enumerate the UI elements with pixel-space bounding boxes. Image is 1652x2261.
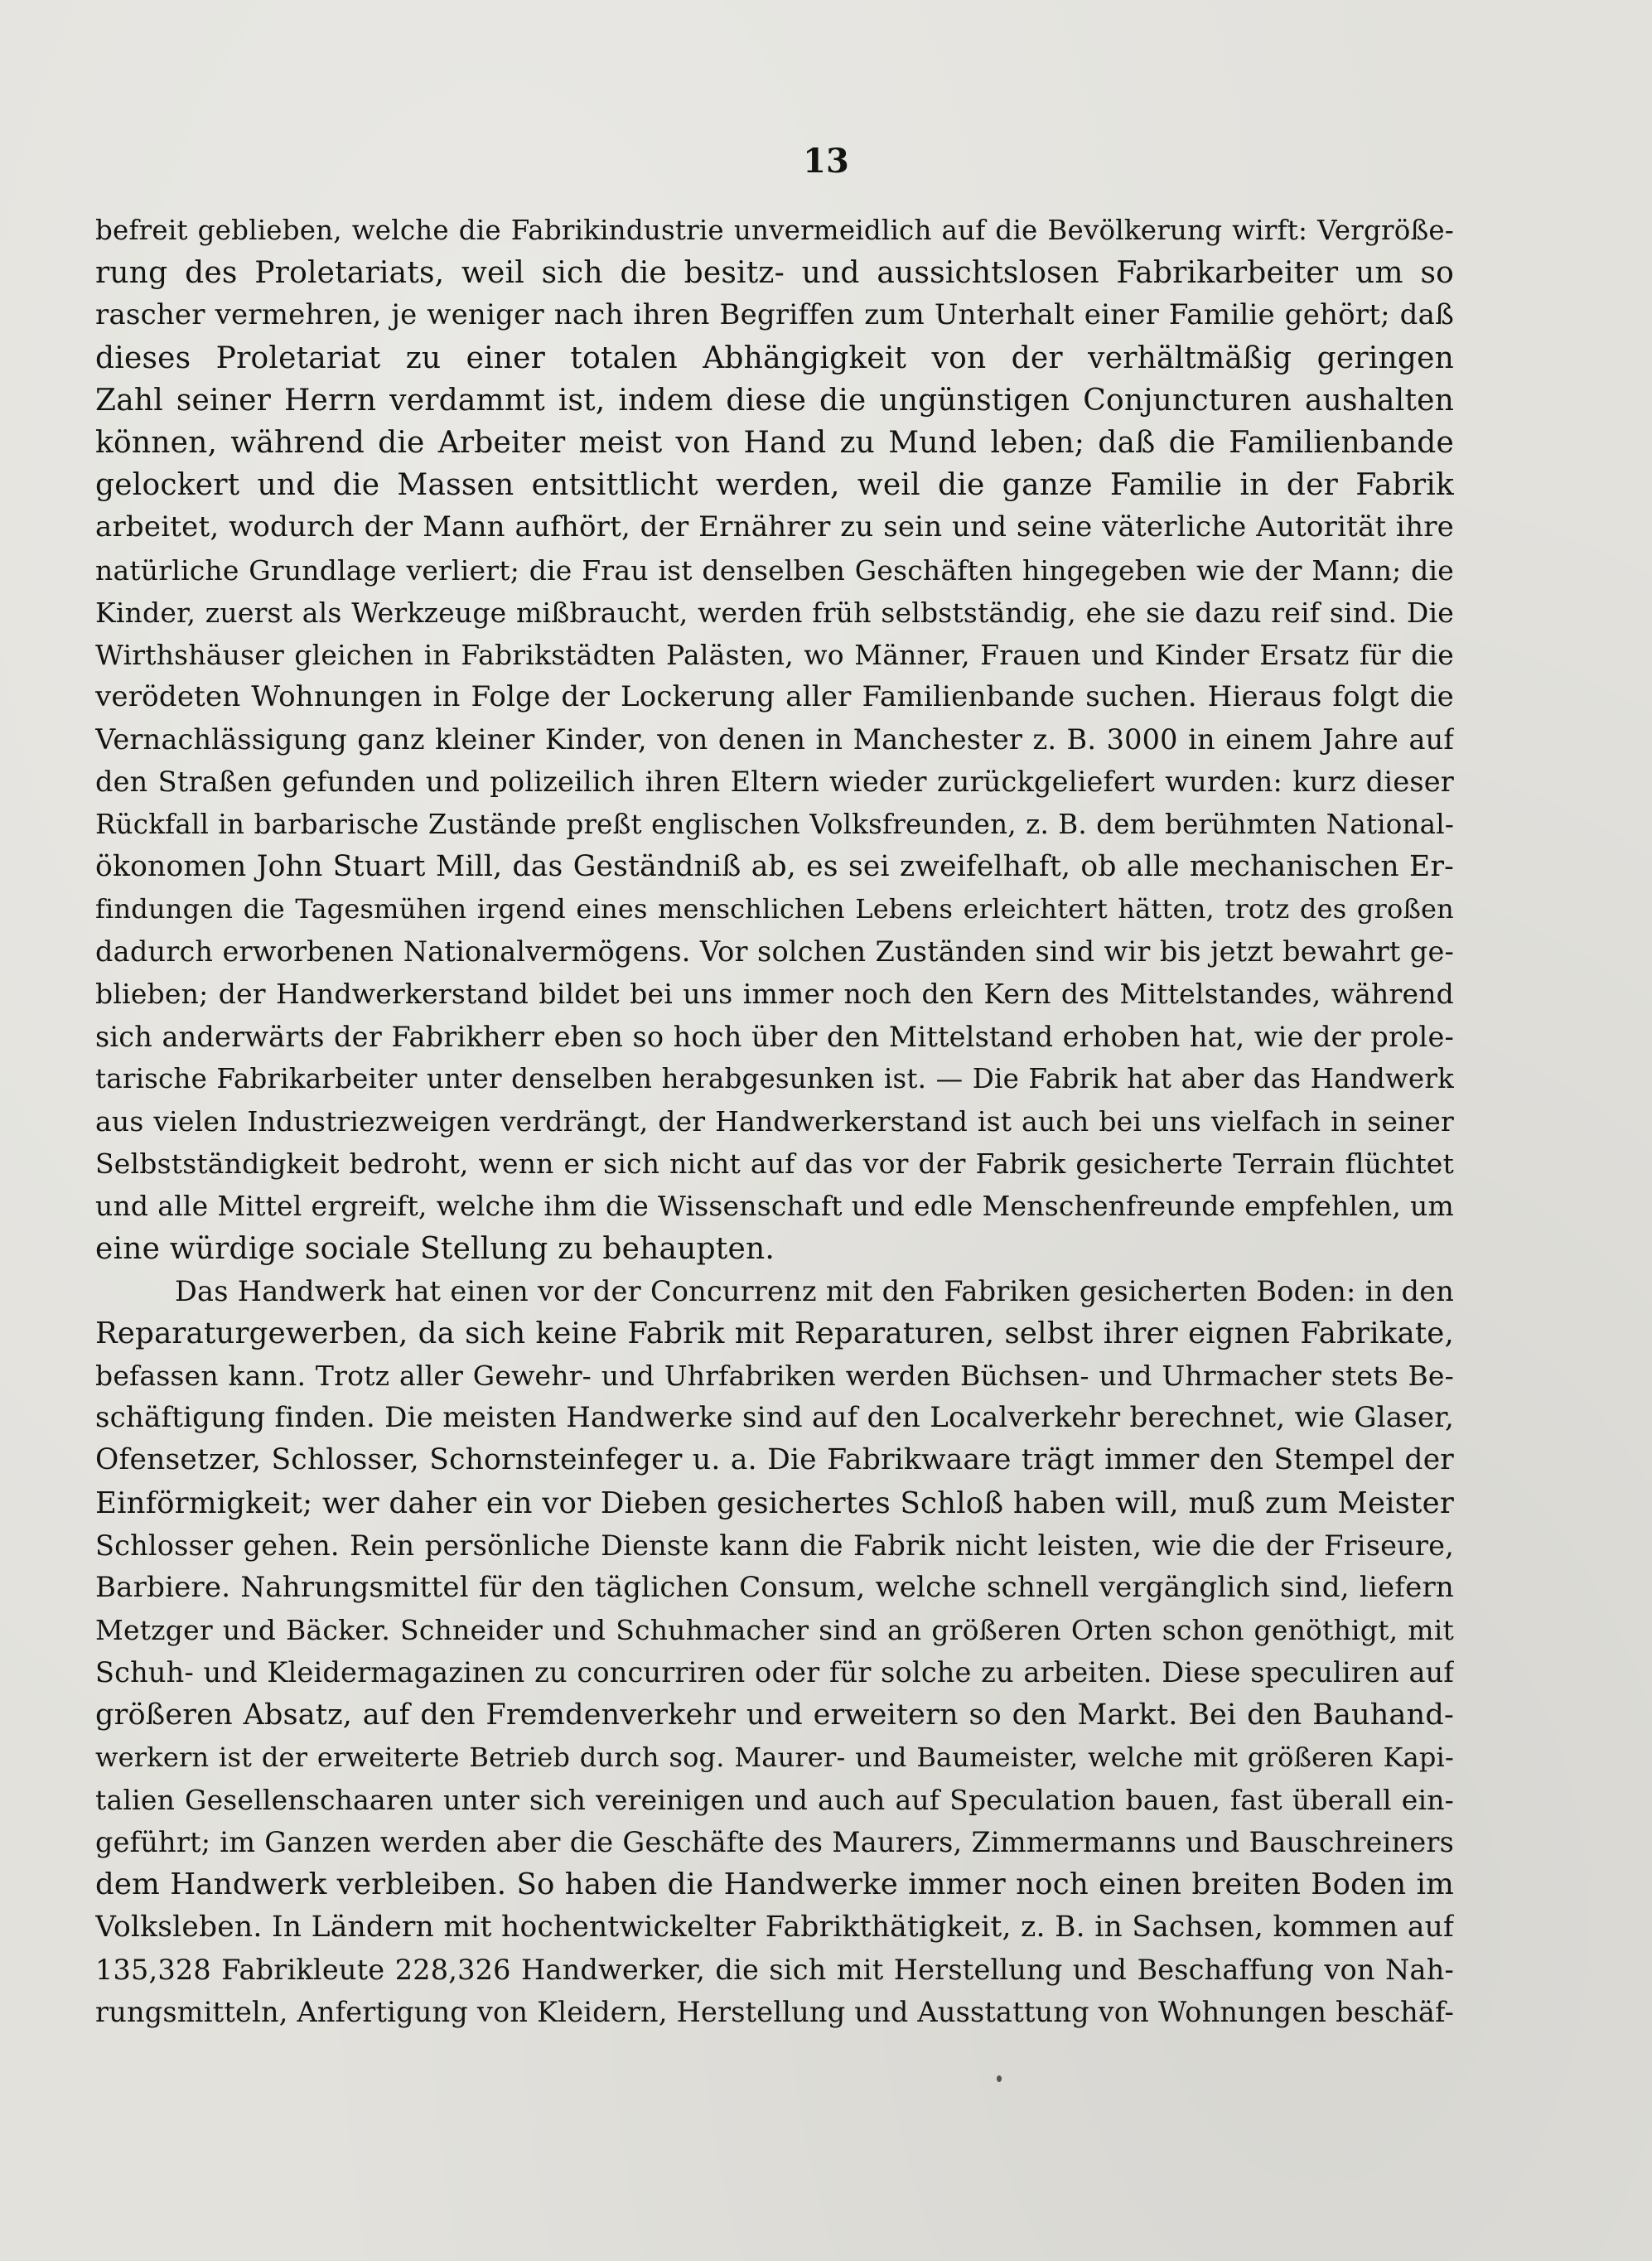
text-line: rung des Proletariats, weil sich die besitz- und aussichtslosen Fabrikarbeiter um so	[95, 256, 1454, 291]
text-line: Ofensetzer, Schlosser, Schornsteinfeger u. a. Die Fabrikwaare trägt immer den Stempel der	[95, 1443, 1454, 1477]
text-line: Schuh- und Kleidermagazinen zu concurriren oder für solche zu arbeiten. Diese speculiren auf	[95, 1656, 1454, 1689]
text-line: findungen die Tagesmühen irgend eines menschlichen Lebens erleichtert hätten, trotz des großen	[95, 893, 1454, 925]
text-line: arbeitet, wodurch der Mann aufhört, der Ernährer zu sein und seine väterliche Autorität ihre	[95, 510, 1454, 544]
text-line: rascher vermehren, je weniger nach ihren Begriffen zum Unterhalt einer Familie gehört; daß	[95, 298, 1454, 332]
text-line: Schlosser gehen. Rein persönliche Dienste kann die Fabrik nicht leisten, wie die der Friseure,	[95, 1529, 1454, 1562]
text-line: Rückfall in barbarische Zustände preßt englischen Volksfreunden, z. B. dem berühmten National-	[95, 808, 1454, 840]
text-line: befreit geblieben, welche die Fabrikindustrie unvermeidlich auf die Bevölkerung wirft: Vergröße-	[95, 215, 1454, 246]
text-line: geführt; im Ganzen werden aber die Geschäfte des Maurers, Zimmermanns und Bauschreiners	[95, 1826, 1454, 1859]
text-line: Einförmigkeit; wer daher ein vor Dieben gesichertes Schloß haben will, muß zum Meister	[95, 1486, 1454, 1520]
text-line: den Straßen gefunden und polizeilich ihren Eltern wieder zurückgeliefert wurden: kurz dieser	[95, 766, 1454, 799]
text-line: Volksleben. In Ländern mit hochentwickelter Fabrikthätigkeit, z. B. in Sachsen, kommen auf	[95, 1910, 1454, 1944]
text-line: und alle Mittel ergreift, welche ihm die Wissenschaft und edle Menschenfreunde empfehlen, um	[95, 1190, 1454, 1223]
text-line: können, während die Arbeiter meist von Hand zu Mund leben; daß die Familienbande	[95, 425, 1454, 460]
text-line: dadurch erworbenen Nationalvermögens. Vor solchen Zuständen sind wir bis jetzt bewahrt ge-	[95, 935, 1454, 969]
text-line: Kinder, zuerst als Werkzeuge mißbraucht, werden früh selbstständig, ehe sie dazu reif sind. Die	[95, 596, 1454, 629]
paragraph-start-line: Das Handwerk hat einen vor der Concurrenz mit den Fabriken gesicherten Boden: in den	[175, 1274, 1454, 1307]
text-line: Vernachlässigung ganz kleiner Kinder, von denen in Manchester z. B. 3000 in einem Jahre auf	[95, 723, 1454, 756]
text-line: dem Handwerk verbleiben. So haben die Handwerke immer noch einen breiten Boden im	[95, 1867, 1454, 1902]
text-line: befassen kann. Trotz aller Gewehr- und Uhrfabriken werden Büchsen- und Uhrmacher stets Be-	[95, 1360, 1454, 1393]
print-speck	[997, 2075, 1002, 2082]
text-line: Wirthshäuser gleichen in Fabrikstädten Palästen, wo Männer, Frauen und Kinder Ersatz für die	[95, 638, 1454, 671]
text-line: Selbstständigkeit bedroht, wenn er sich nicht auf das vor der Fabrik gesicherte Terrain flüchtet	[95, 1147, 1454, 1181]
text-line: rungsmitteln, Anfertigung von Kleidern, Herstellung und Ausstattung von Wohnungen beschäf-	[95, 1995, 1454, 2028]
text-line: Barbiere. Nahrungsmittel für den täglichen Consum, welche schnell vergänglich sind, liefern	[95, 1571, 1454, 1604]
text-line: blieben; der Handwerkerstand bildet bei uns immer noch den Kern des Mittelstandes, während	[95, 978, 1454, 1011]
text-line: talien Gesellenschaaren unter sich vereinigen und auch auf Speculation bauen, fast überall ein-	[95, 1783, 1454, 1816]
text-line: Reparaturgewerben, da sich keine Fabrik mit Reparaturen, selbst ihrer eignen Fabrikate,	[95, 1316, 1454, 1350]
text-line: Metzger und Bäcker. Schneider und Schuhmacher sind an größeren Orten schon genöthigt, mit	[95, 1614, 1454, 1647]
text-line: größeren Absatz, auf den Fremdenverkehr und erweitern so den Markt. Bei den Bauhand-	[95, 1698, 1454, 1732]
page-number: 13	[803, 142, 849, 181]
text-line: gelockert und die Massen entsittlicht werden, weil die ganze Familie in der Fabrik	[95, 468, 1454, 503]
text-line: sich anderwärts der Fabrikherr eben so hoch über den Mittelstand erhoben hat, wie der prole-	[95, 1020, 1454, 1053]
text-line: schäftigung finden. Die meisten Handwerke sind auf den Localverkehr berechnet, wie Glaser,	[95, 1401, 1454, 1435]
text-line: aus vielen Industriezweigen verdrängt, der Handwerkerstand ist auch bei uns vielfach in seiner	[95, 1104, 1454, 1138]
text-line: ökonomen John Stuart Mill, das Geständniß ab, es sei zweifelhaft, ob alle mechanischen Er-	[95, 849, 1454, 883]
text-line: 135,328 Fabrikleute 228,326 Handwerker, die sich mit Herstellung und Beschaffung von Nah-	[95, 1953, 1454, 1986]
text-line: dieses Proletariat zu einer totalen Abhängigkeit von der verhältmäßig geringen	[95, 341, 1454, 375]
paragraph-end-line: eine würdige sociale Stellung zu behaupten.	[95, 1231, 775, 1266]
text-line: Zahl seiner Herrn verdammt ist, indem diese die ungünstigen Conjuncturen aushalten	[95, 383, 1454, 418]
text-line: natürliche Grundlage verliert; die Frau ist denselben Geschäften hingegeben wie der Mann; die	[95, 553, 1454, 587]
text-line: tarische Fabrikarbeiter unter denselben herabgesunken ist. — Die Fabrik hat aber das Handwerk	[95, 1062, 1454, 1094]
body-text	[95, 210, 1454, 2033]
text-line: werkern ist der erweiterte Betrieb durch sog. Maurer- und Baumeister, welche mit größeren Kapi-	[95, 1741, 1454, 1773]
text-line: verödeten Wohnungen in Folge der Lockerung aller Familienbande suchen. Hieraus folgt die	[95, 680, 1454, 714]
